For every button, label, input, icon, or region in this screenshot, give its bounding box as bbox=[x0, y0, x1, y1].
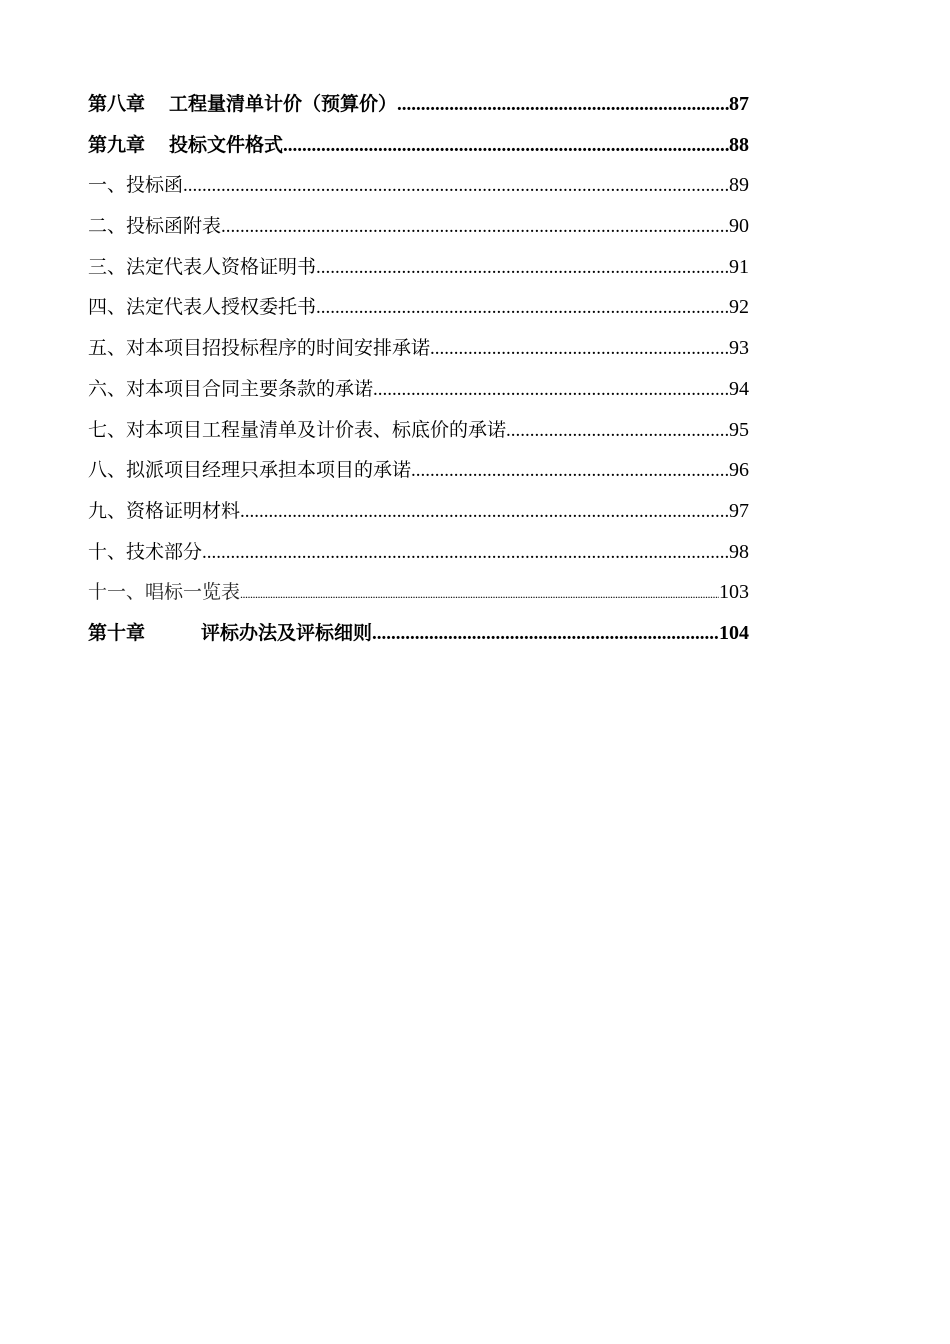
toc-dot-leader bbox=[202, 533, 729, 574]
toc-dot-leader bbox=[372, 614, 719, 655]
toc-dot-leader bbox=[506, 411, 729, 452]
toc-entry-title: 六、对本项目合同主要条款的承诺 bbox=[88, 377, 374, 400]
toc-entry-item[interactable] bbox=[88, 491, 749, 532]
toc-page-number: 104 bbox=[719, 621, 749, 644]
toc-entry-title: 九、资格证明材料 bbox=[88, 499, 241, 522]
toc-entry-title: 评标办法及评标细则 bbox=[201, 621, 373, 644]
toc-entry-title: 十、技术部分 bbox=[88, 540, 203, 563]
toc-entry-title: 十一、唱标一览表 bbox=[88, 581, 241, 604]
toc-entry-item[interactable] bbox=[88, 328, 749, 369]
toc-chapter-prefix: 第八章 bbox=[88, 93, 146, 115]
toc-entry-item[interactable] bbox=[88, 410, 749, 451]
toc-entry-title: 工程量清单计价（预算价） bbox=[169, 93, 398, 115]
toc-page-number: 87 bbox=[729, 93, 749, 115]
toc-dot-leader bbox=[430, 329, 729, 370]
toc-chapter-prefix: 第九章 bbox=[88, 133, 146, 156]
toc-page-number: 94 bbox=[729, 377, 749, 400]
toc-dot-leader bbox=[411, 451, 729, 492]
toc-page-number: 96 bbox=[729, 459, 749, 482]
toc-entry-title: 七、对本项目工程量清单及计价表、标底价的承诺 bbox=[88, 418, 507, 441]
toc-page-number: 97 bbox=[729, 499, 749, 522]
toc-dot-leader bbox=[397, 85, 729, 126]
toc-entry-title: 五、对本项目招投标程序的时间安排承诺 bbox=[88, 337, 431, 360]
toc-entry-item[interactable] bbox=[88, 206, 749, 247]
toc-entry-item[interactable] bbox=[88, 572, 749, 613]
toc-dot-leader bbox=[283, 126, 729, 167]
toc-entry-item[interactable] bbox=[88, 287, 749, 328]
toc-page-number: 90 bbox=[729, 215, 749, 238]
toc-dot-leader bbox=[316, 288, 729, 329]
toc-page-number: 88 bbox=[729, 133, 749, 156]
toc-dot-leader bbox=[316, 248, 729, 289]
toc-entry-item[interactable] bbox=[88, 165, 749, 206]
toc-dot-leader bbox=[240, 492, 729, 533]
toc-page-number: 89 bbox=[729, 174, 749, 197]
toc-dot-leader bbox=[373, 370, 729, 411]
toc-entry-chapter-8[interactable] bbox=[88, 84, 749, 125]
toc-dot-leader bbox=[221, 207, 729, 248]
toc-entry-title: 二、投标函附表 bbox=[88, 215, 222, 238]
toc-entry-title: 八、拟派项目经理只承担本项目的承诺 bbox=[88, 459, 412, 482]
toc-page-number: 98 bbox=[729, 540, 749, 563]
toc-entry-item[interactable] bbox=[88, 247, 749, 288]
toc-page-number: 95 bbox=[729, 418, 749, 441]
toc-entry-title: 四、法定代表人授权委托书 bbox=[88, 296, 317, 319]
toc-page-number: 92 bbox=[729, 296, 749, 319]
toc-entry-item[interactable] bbox=[88, 450, 749, 491]
toc-entry-chapter-10[interactable] bbox=[88, 613, 749, 654]
toc-entry-title: 三、法定代表人资格证明书 bbox=[88, 255, 317, 278]
toc-page-number: 103 bbox=[719, 581, 749, 604]
table-of-contents bbox=[88, 84, 749, 654]
toc-entry-item[interactable] bbox=[88, 369, 749, 410]
toc-chapter-prefix: 第十章 bbox=[88, 621, 146, 644]
toc-page-number: 93 bbox=[729, 337, 749, 360]
toc-entry-item[interactable] bbox=[88, 532, 749, 573]
toc-entry-title: 投标文件格式 bbox=[169, 133, 284, 156]
toc-dot-leader bbox=[183, 166, 729, 207]
toc-page-number: 91 bbox=[729, 255, 749, 278]
toc-dot-leader bbox=[240, 574, 719, 615]
toc-entry-chapter-9[interactable] bbox=[88, 125, 749, 166]
toc-entry-title: 一、投标函 bbox=[88, 174, 184, 197]
